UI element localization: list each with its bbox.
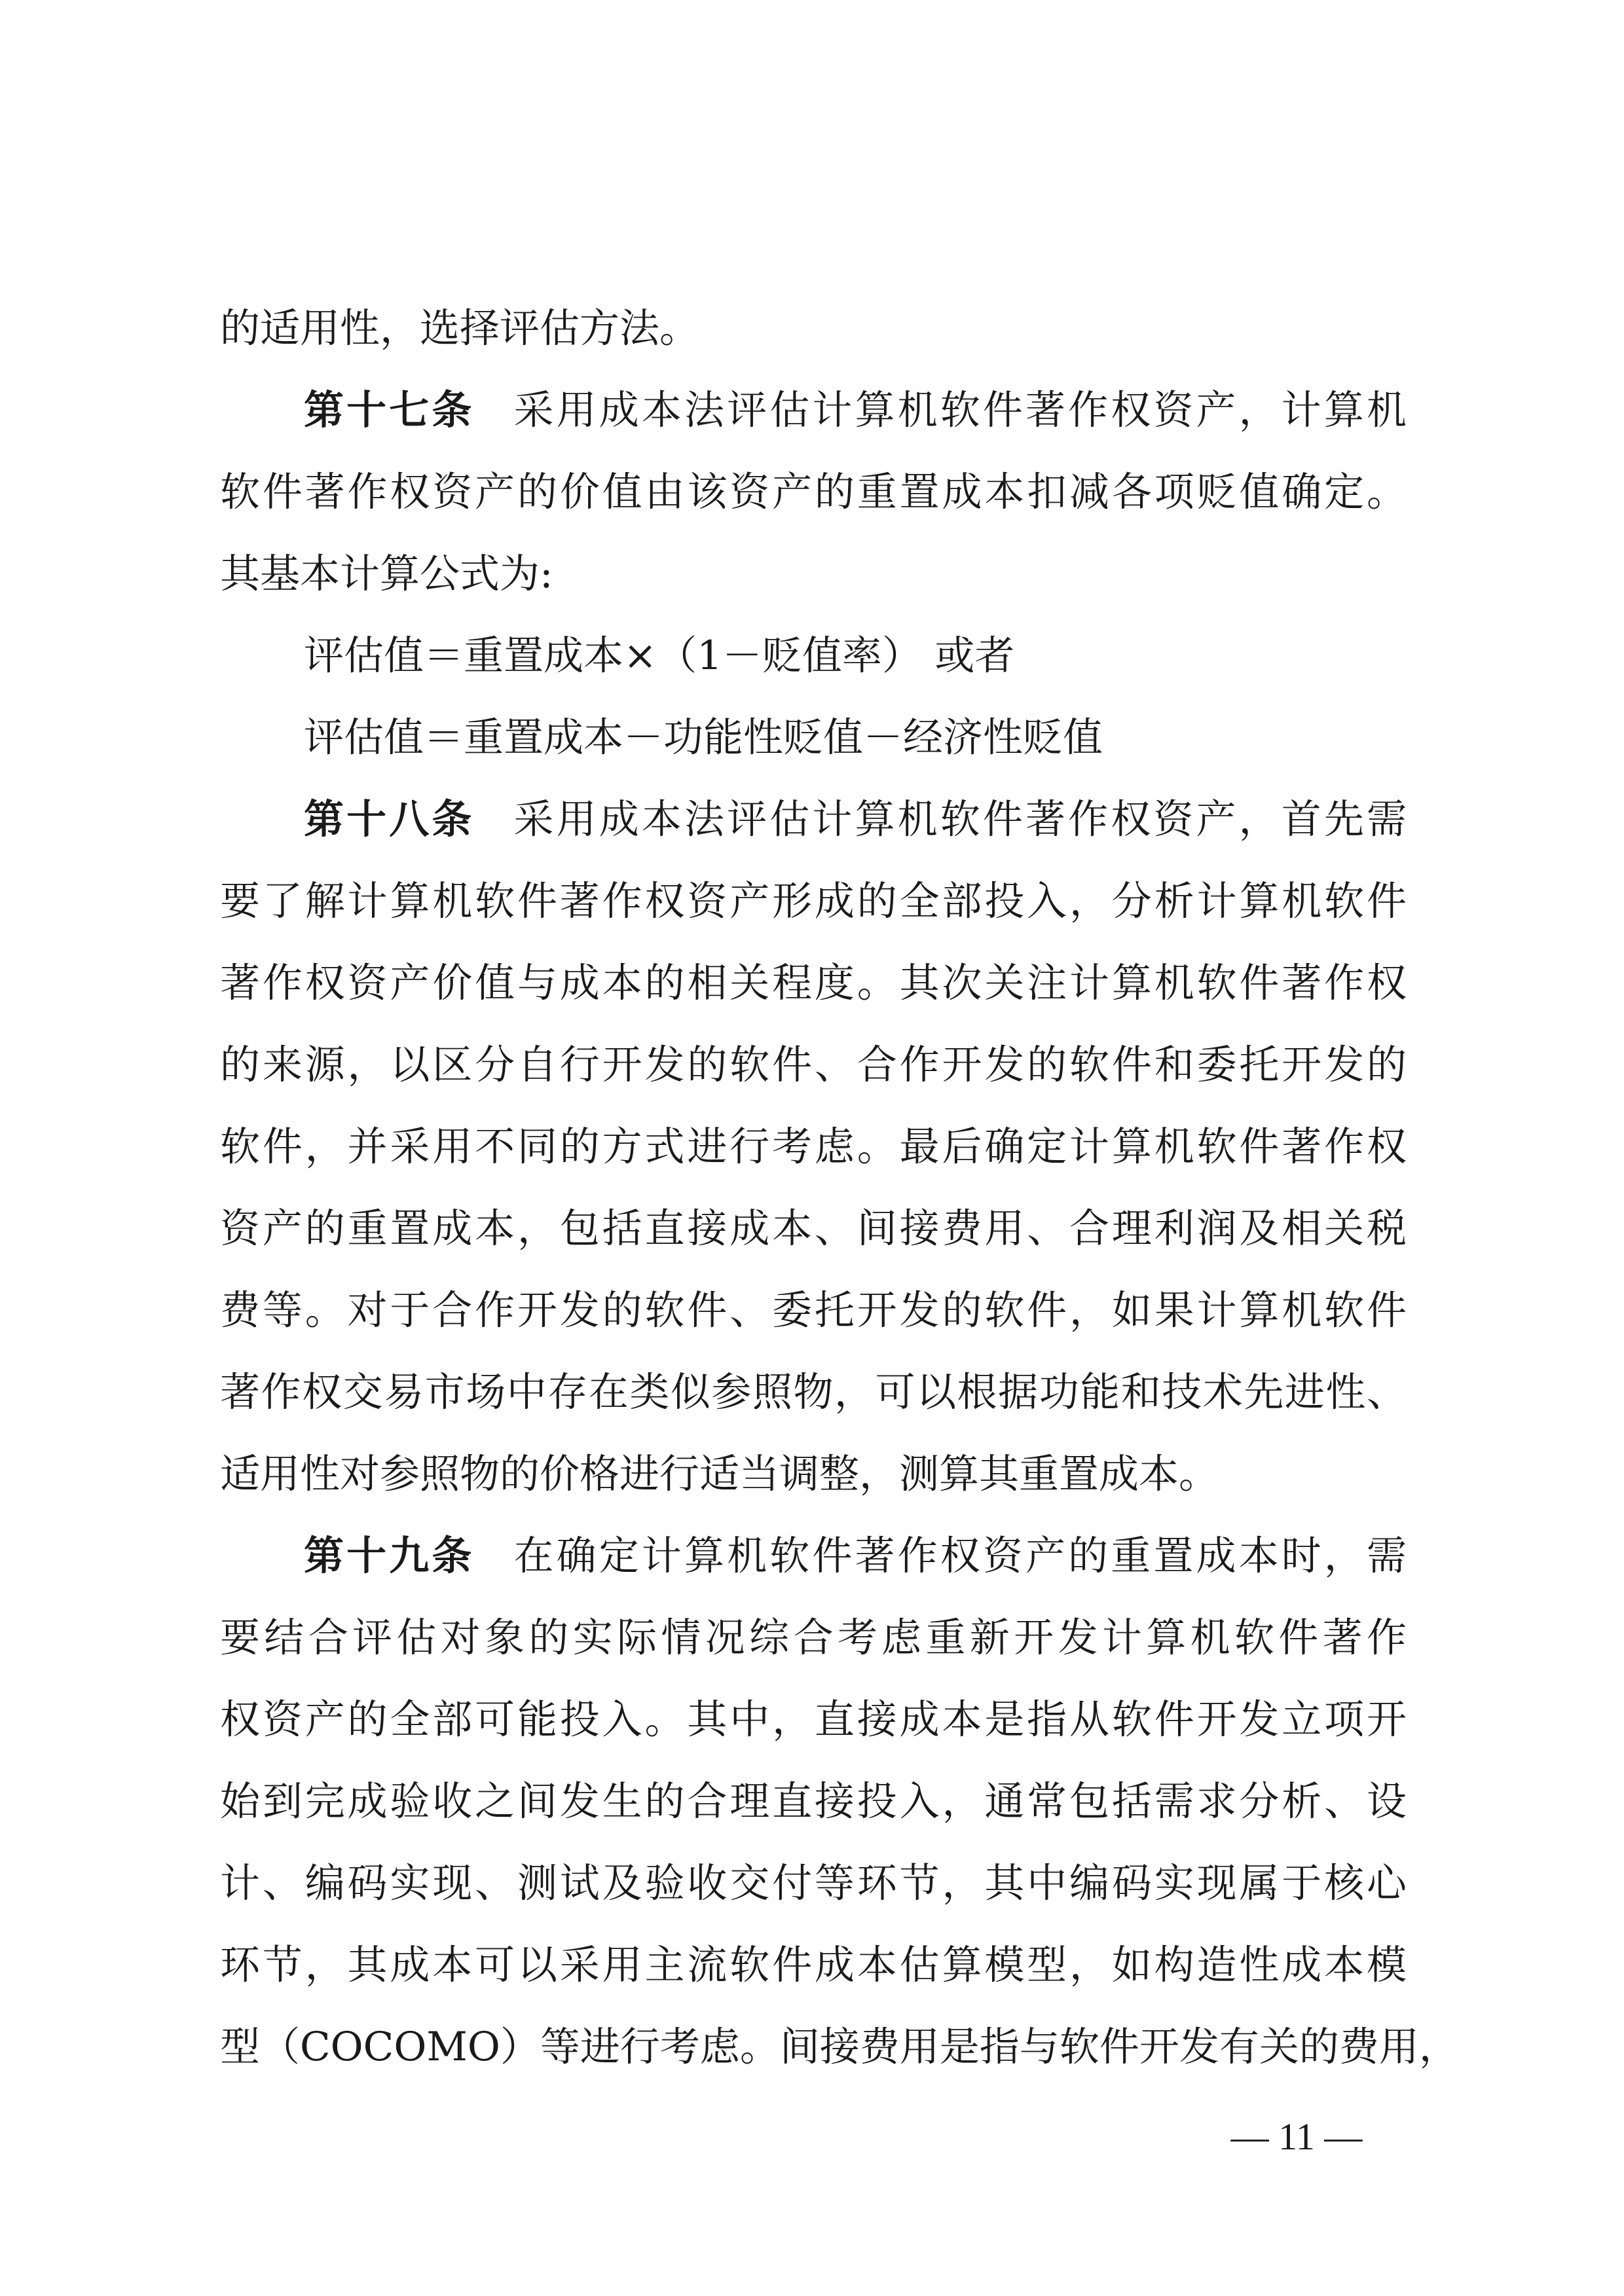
text-line: 要了解计算机软件著作权资产形成的全部投入，分析计算机软件 bbox=[220, 878, 1407, 924]
text-line: 权资产的全部可能投入。其中，直接成本是指从软件开发立项开 bbox=[220, 1696, 1407, 1743]
article-heading: 第十七条 bbox=[304, 387, 475, 433]
text-line: 要结合评估对象的实际情况综合考虑重新开发计算机软件著作 bbox=[220, 1614, 1407, 1661]
article-heading: 第十九条 bbox=[304, 1533, 475, 1579]
text-line: 著作权交易市场中存在类似参照物，可以根据功能和技术先进性、 bbox=[220, 1369, 1407, 1415]
text-line: 型（COCOMO）等进行考虑。间接费用是指与软件开发有关的费用， bbox=[220, 2024, 1459, 2070]
article-text: 采用成本法评估计算机软件著作权资产，计算机 bbox=[513, 387, 1407, 433]
text-line: 计、编码实现、测试及验收交付等环节，其中编码实现属于核心 bbox=[220, 1860, 1407, 1906]
article-text: 采用成本法评估计算机软件著作权资产，首先需 bbox=[513, 796, 1407, 843]
text-line: 始到完成验收之间发生的合理直接投入，通常包括需求分析、设 bbox=[220, 1778, 1407, 1825]
text-line: 适用性对参照物的价格进行适当调整，测算其重置成本。 bbox=[220, 1451, 1219, 1497]
text-line: 费等。对于合作开发的软件、委托开发的软件，如果计算机软件 bbox=[220, 1287, 1407, 1334]
text-line: 的适用性，选择评估方法。 bbox=[220, 305, 700, 352]
article-17-line bbox=[304, 371, 1407, 450]
text-line: 软件著作权资产的价值由该资产的重置成本扣减各项贬值确定。 bbox=[220, 469, 1407, 515]
article-18-line bbox=[304, 780, 1407, 859]
text-line: 资产的重置成本，包括直接成本、间接费用、合理利润及相关税 bbox=[220, 1205, 1407, 1252]
text-line: 软件，并采用不同的方式进行考虑。最后确定计算机软件著作权 bbox=[220, 1123, 1407, 1170]
article-heading: 第十八条 bbox=[304, 796, 475, 843]
page-number: — 11 — bbox=[1230, 2115, 1363, 2158]
text-line: 其基本计算公式为: bbox=[220, 551, 553, 597]
formula-line: 评估值＝重置成本－功能性贬值－经济性贬值 bbox=[304, 714, 1103, 761]
article-text: 在确定计算机软件著作权资产的重置成本时，需 bbox=[513, 1533, 1407, 1579]
text-line: 著作权资产价值与成本的相关程度。其次关注计算机软件著作权 bbox=[220, 960, 1407, 1006]
text-line: 的来源，以区分自行开发的软件、合作开发的软件和委托开发的 bbox=[220, 1042, 1407, 1088]
text-line: 环节，其成本可以采用主流软件成本估算模型，如构造性成本模 bbox=[220, 1942, 1407, 1988]
article-19-line bbox=[304, 1517, 1407, 1595]
formula-line: 评估值＝重置成本×（1－贬值率） 或者 bbox=[304, 632, 1015, 679]
